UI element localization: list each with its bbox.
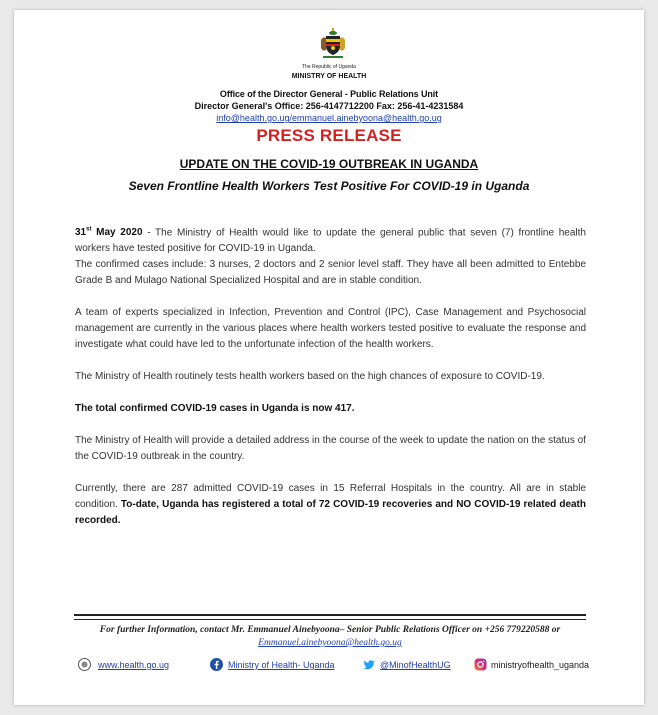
footer-divider-thin bbox=[74, 619, 586, 620]
paragraph-recoveries: Currently, there are 287 admitted COVID-19 cases in 15 Referral Hospitals in the country. All are in stable condition. To-date, Uganda has registered a total of 72 COVID-19 recoveries and NO COVID-19 related death recorded. bbox=[75, 483, 586, 527]
office-label: Office of the Director General - Public Relations Unit bbox=[219, 89, 439, 99]
paragraph-date: 31st May 2020 - The Ministry of Health would like to update the general public that seven (7) frontline health workers have tested positive for COVID-19 in Uganda. bbox=[75, 227, 586, 255]
release-date: 31st May 2020 bbox=[75, 227, 143, 239]
facebook-icon bbox=[210, 658, 223, 671]
social-links bbox=[78, 658, 598, 674]
paragraph-address: The Ministry of Health will provide a detailed address in the course of the week to update the nation on the status of the COVID-19 outbreak in the country. bbox=[75, 435, 586, 463]
press-release-page bbox=[14, 10, 644, 705]
ministry-seal-icon bbox=[78, 658, 91, 671]
release-body bbox=[75, 222, 586, 545]
headline: UPDATE ON THE COVID-19 OUTBREAK IN UGANDA bbox=[179, 157, 479, 171]
facebook-link[interactable]: Ministry of Health- Uganda bbox=[228, 660, 335, 670]
uganda-coat-of-arms-icon bbox=[319, 28, 347, 60]
further-information: For further Information, contact Mr. Emmanuel Ainebyoona– Senior Public Relations Officer on +256 779220588 or Emmanuel.ainebyoona@health.go.ug bbox=[99, 625, 561, 648]
twitter-icon bbox=[362, 658, 375, 671]
press-release-title: PRESS RELEASE bbox=[256, 126, 402, 145]
instagram-icon bbox=[474, 658, 487, 671]
instagram-link[interactable]: ministryofhealth_uganda bbox=[491, 660, 590, 670]
contact-emails-link[interactable]: info@health.go.ug/emmanuel.ainebyoona@health.go.ug bbox=[216, 113, 442, 123]
contact-phones: Director General's Office: 256-4147712200 Fax: 256-41-4231584 bbox=[194, 101, 464, 111]
subheadline: Seven Frontline Health Workers Test Positive For COVID-19 in Uganda bbox=[128, 179, 530, 193]
paragraph-cases: The confirmed cases include: 3 nurses, 2 doctors and 2 senior level staff. They have all been admitted to Entebbe Grade B and Mulago National Specialized Hospital and are in stable condition. bbox=[75, 259, 586, 287]
paragraph-experts: A team of experts specialized in Infection, Prevention and Control (IPC), Case Management and Psychosocial management are currently in the various places where health workers tested positive to evaluate the response and investigate what could have led to the unfortunate infection of the health workers. bbox=[75, 307, 586, 351]
ministry-label: MINISTRY OF HEALTH bbox=[291, 73, 367, 80]
paragraph-testing: The Ministry of Health routinely tests health workers based on the high chances of exposure to COVID-19. bbox=[75, 371, 545, 383]
website-link[interactable]: www.health.go.ug bbox=[98, 660, 170, 670]
twitter-link[interactable]: @MinofHealthUG bbox=[380, 660, 451, 670]
paragraph-total: The total confirmed COVID-19 cases in Uganda is now 417. bbox=[75, 403, 355, 415]
republic-label: The Republic of Uganda bbox=[302, 64, 356, 70]
footer-divider bbox=[74, 614, 586, 616]
contact-email-link[interactable]: Emmanuel.ainebyoona@health.go.ug bbox=[258, 638, 402, 648]
